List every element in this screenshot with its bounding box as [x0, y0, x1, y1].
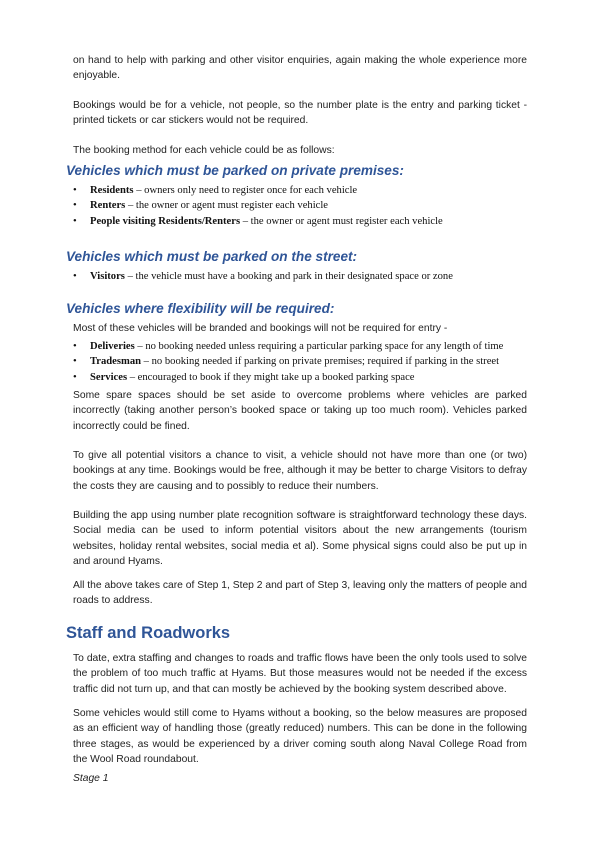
list-item-description: – the vehicle must have a booking and park in their designated space or zone	[124, 271, 453, 282]
intro-paragraph-3: The booking method for each vehicle could be as follows:	[73, 145, 335, 156]
list-item	[73, 354, 503, 369]
list-item	[73, 269, 453, 284]
list-item-description: – no booking needed unless requiring a particular parking space for any length of time	[134, 341, 504, 352]
list-item-term: Tradesman	[90, 356, 142, 368]
list-item	[73, 183, 443, 198]
private-premises-list	[73, 183, 443, 229]
list-item-term: People visiting Residents/Renters	[90, 215, 241, 227]
steps-paragraph: All the above takes care of Step 1, Step 2 and part of Step 3, leaving only the matters of people and roads to address.	[73, 580, 527, 607]
intro-paragraph-1: on hand to help with parking and other visitor enquiries, again making the whole experience more enjoyable.	[73, 55, 527, 82]
staff-paragraph-1: To date, extra staffing and changes to roads and traffic flows have been the only tools used to solve the problem of too much traffic at Hyams. But those measures would not be needed if the excess traffic did not turn up, and that can mostly be achieved by the booking system described above.	[73, 653, 527, 695]
bullet-icon: •	[73, 356, 77, 368]
spare-spaces-paragraph: Some spare spaces should be set aside to overcome problems where vehicles are parked incorrectly (taking another person’s booked space or taking up too much room). Vehicles parked incorrectly could be fined.	[73, 390, 527, 432]
list-item	[73, 339, 503, 354]
list-item-term: Services	[90, 371, 128, 383]
list-item-term: Visitors	[90, 271, 125, 282]
flexibility-intro: Most of these vehicles will be branded and bookings will not be required for entry -	[73, 323, 448, 334]
list-item	[73, 214, 443, 229]
list-item-term: Deliveries	[90, 341, 135, 352]
bullet-icon: •	[73, 215, 77, 227]
bullet-icon: •	[73, 341, 77, 352]
list-item-description: – no booking needed if parking on private premises; required if parking in the street	[141, 356, 500, 368]
list-item-term: Residents	[90, 185, 134, 196]
bullet-icon: •	[73, 185, 77, 196]
private-premises-heading: Vehicles which must be parked on private premises:	[66, 163, 404, 178]
bullet-icon: •	[73, 271, 77, 282]
street-list	[73, 269, 453, 284]
flexibility-list	[73, 339, 503, 385]
list-item	[73, 198, 443, 213]
stage-label: Stage 1	[73, 773, 109, 784]
staff-paragraph-2: Some vehicles would still come to Hyams without a booking, so the below measures are proposed as an efficient way of handling those (greatly reduced) numbers. This can be done in the following three stages, as would be experienced by a driver coming south along Naval College Road from the Wool Road roundabout.	[73, 708, 527, 765]
app-paragraph: Building the app using number plate recognition software is straightforward technology these days. Social media can be used to inform potential visitors about the new arrangements (tourism websites, holiday rental websites, social media et al). Some physical signs could also be put up in and around Hyams.	[73, 510, 527, 567]
street-heading: Vehicles which must be parked on the street:	[66, 249, 358, 264]
flexibility-heading: Vehicles where flexibility will be required:	[66, 301, 335, 316]
intro-paragraph-2: Bookings would be for a vehicle, not people, so the number plate is the entry and parking ticket - printed tickets or car stickers would not be required.	[73, 100, 527, 127]
bullet-icon: •	[73, 371, 77, 383]
list-item	[73, 370, 503, 385]
staff-roadworks-heading: Staff and Roadworks	[66, 624, 231, 642]
visitor-limit-paragraph: To give all potential visitors a chance to visit, a vehicle should not have more than one (or two) bookings at any time. Bookings would be free, although it may be better to charge Visitors to defray the costs they are causing and to possibly to reduce their numbers.	[73, 450, 527, 492]
list-item-description: – the owner or agent must register each vehicle	[240, 215, 443, 227]
bullet-icon: •	[73, 200, 77, 212]
list-item-term: Renters	[90, 200, 126, 212]
list-item-description: – owners only need to register once for each vehicle	[133, 185, 358, 196]
list-item-description: – encouraged to book if they might take up a booked parking space	[127, 371, 415, 383]
list-item-description: – the owner or agent must register each vehicle	[125, 200, 328, 212]
